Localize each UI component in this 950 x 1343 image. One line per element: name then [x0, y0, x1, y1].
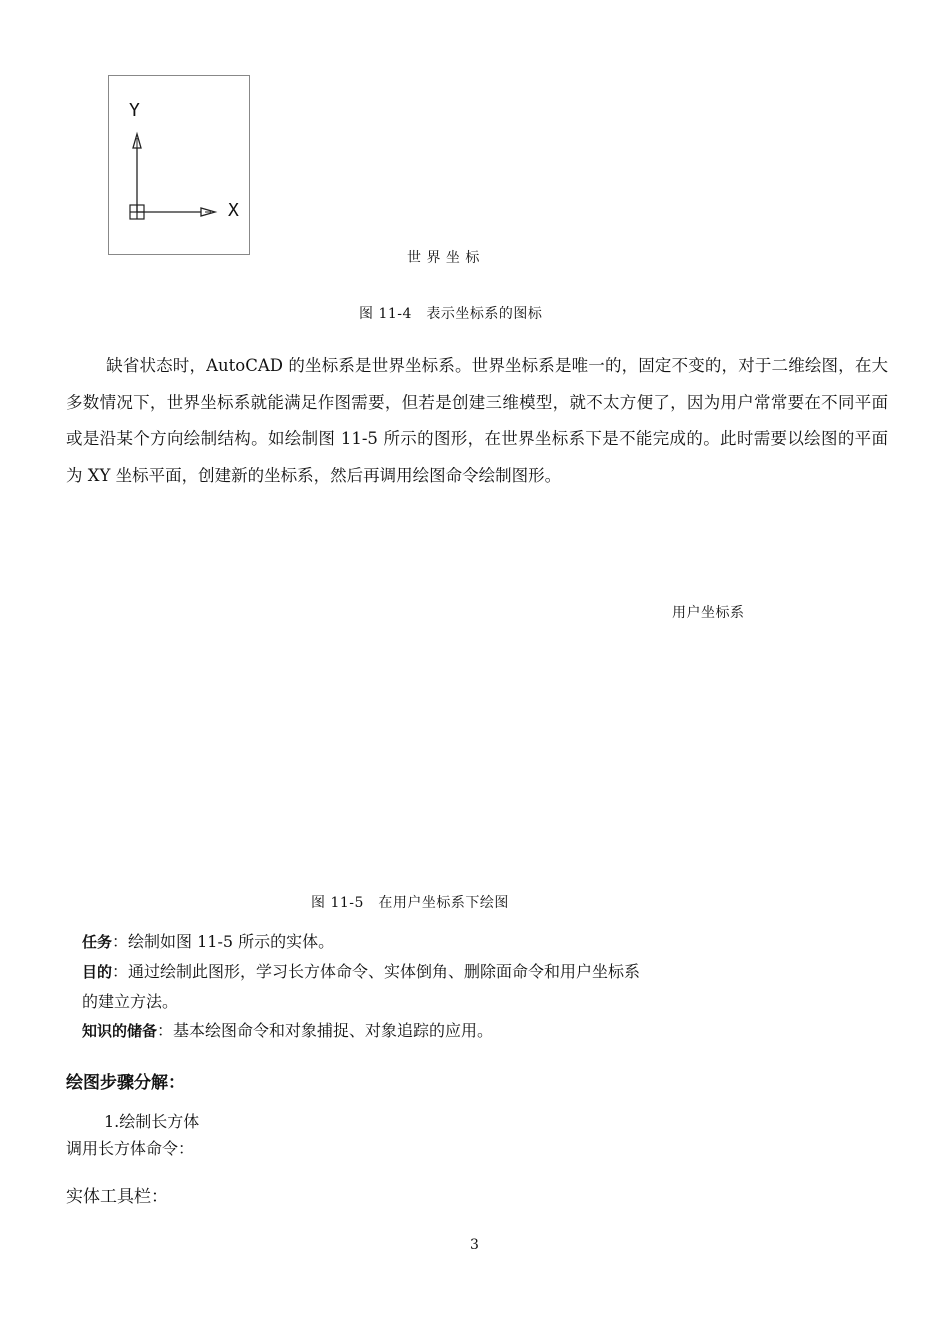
- task-label: 任务: [82, 933, 113, 951]
- world-ucs-sublabel: 世 界 坐 标: [407, 250, 480, 266]
- paragraph-text: 缺省状态时，AutoCAD 的坐标系是世界坐标系。世界坐标系是唯一的，固定不变的，对于二维绘图，在大多数情况下，世界坐标系就能满足作图需要，但若是创建三维模型，就不太方便了，因为用户常常要在不同平面或是沿某个方向绘制结构。如绘制图 11-5 所示的图形，在世界坐标系下是不能完成的。此时需要以绘图的平面为 XY 坐标平面，创建新的坐标系，然后再调用绘图命令绘制图形。: [66, 356, 888, 485]
- toolbar-heading: 实体工具栏：: [66, 1187, 168, 1207]
- task-text: ：绘制如图 11-5 所示的实体。: [112, 932, 335, 951]
- figure-11-4-caption: 图 11-4 表示坐标系的图标: [359, 306, 543, 322]
- goal-text: ：通过绘制此图形，学习长方体命令、实体倒角、删除面命令和用户坐标系: [112, 962, 641, 981]
- task-block: [82, 927, 640, 1046]
- steps-heading: 绘图步骤分解：: [66, 1073, 185, 1093]
- world-ucs-figure: [108, 75, 250, 255]
- figure-11-5-caption: 图 11-5 在用户坐标系下绘图: [311, 895, 509, 911]
- axis-x-label: X: [228, 200, 239, 221]
- task-line: [82, 927, 640, 957]
- knowledge-label: 知识的储备: [82, 1022, 158, 1040]
- goal-label: 目的: [82, 963, 113, 981]
- user-ucs-sublabel: 用户坐标系: [672, 605, 745, 621]
- goal-line-2: 的建立方法。: [82, 992, 179, 1011]
- knowledge-line: [82, 1016, 640, 1046]
- knowledge-text: ：基本绘图命令和对象捕捉、对象追踪的应用。: [157, 1021, 494, 1040]
- step-1-title: 1.绘制长方体: [104, 1112, 200, 1131]
- goal-line: [82, 957, 640, 987]
- step-1-command: 调用长方体命令：: [66, 1139, 195, 1158]
- axis-y-label: Y: [129, 100, 140, 121]
- body-paragraph: [66, 348, 888, 494]
- page-number: 3: [470, 1237, 479, 1253]
